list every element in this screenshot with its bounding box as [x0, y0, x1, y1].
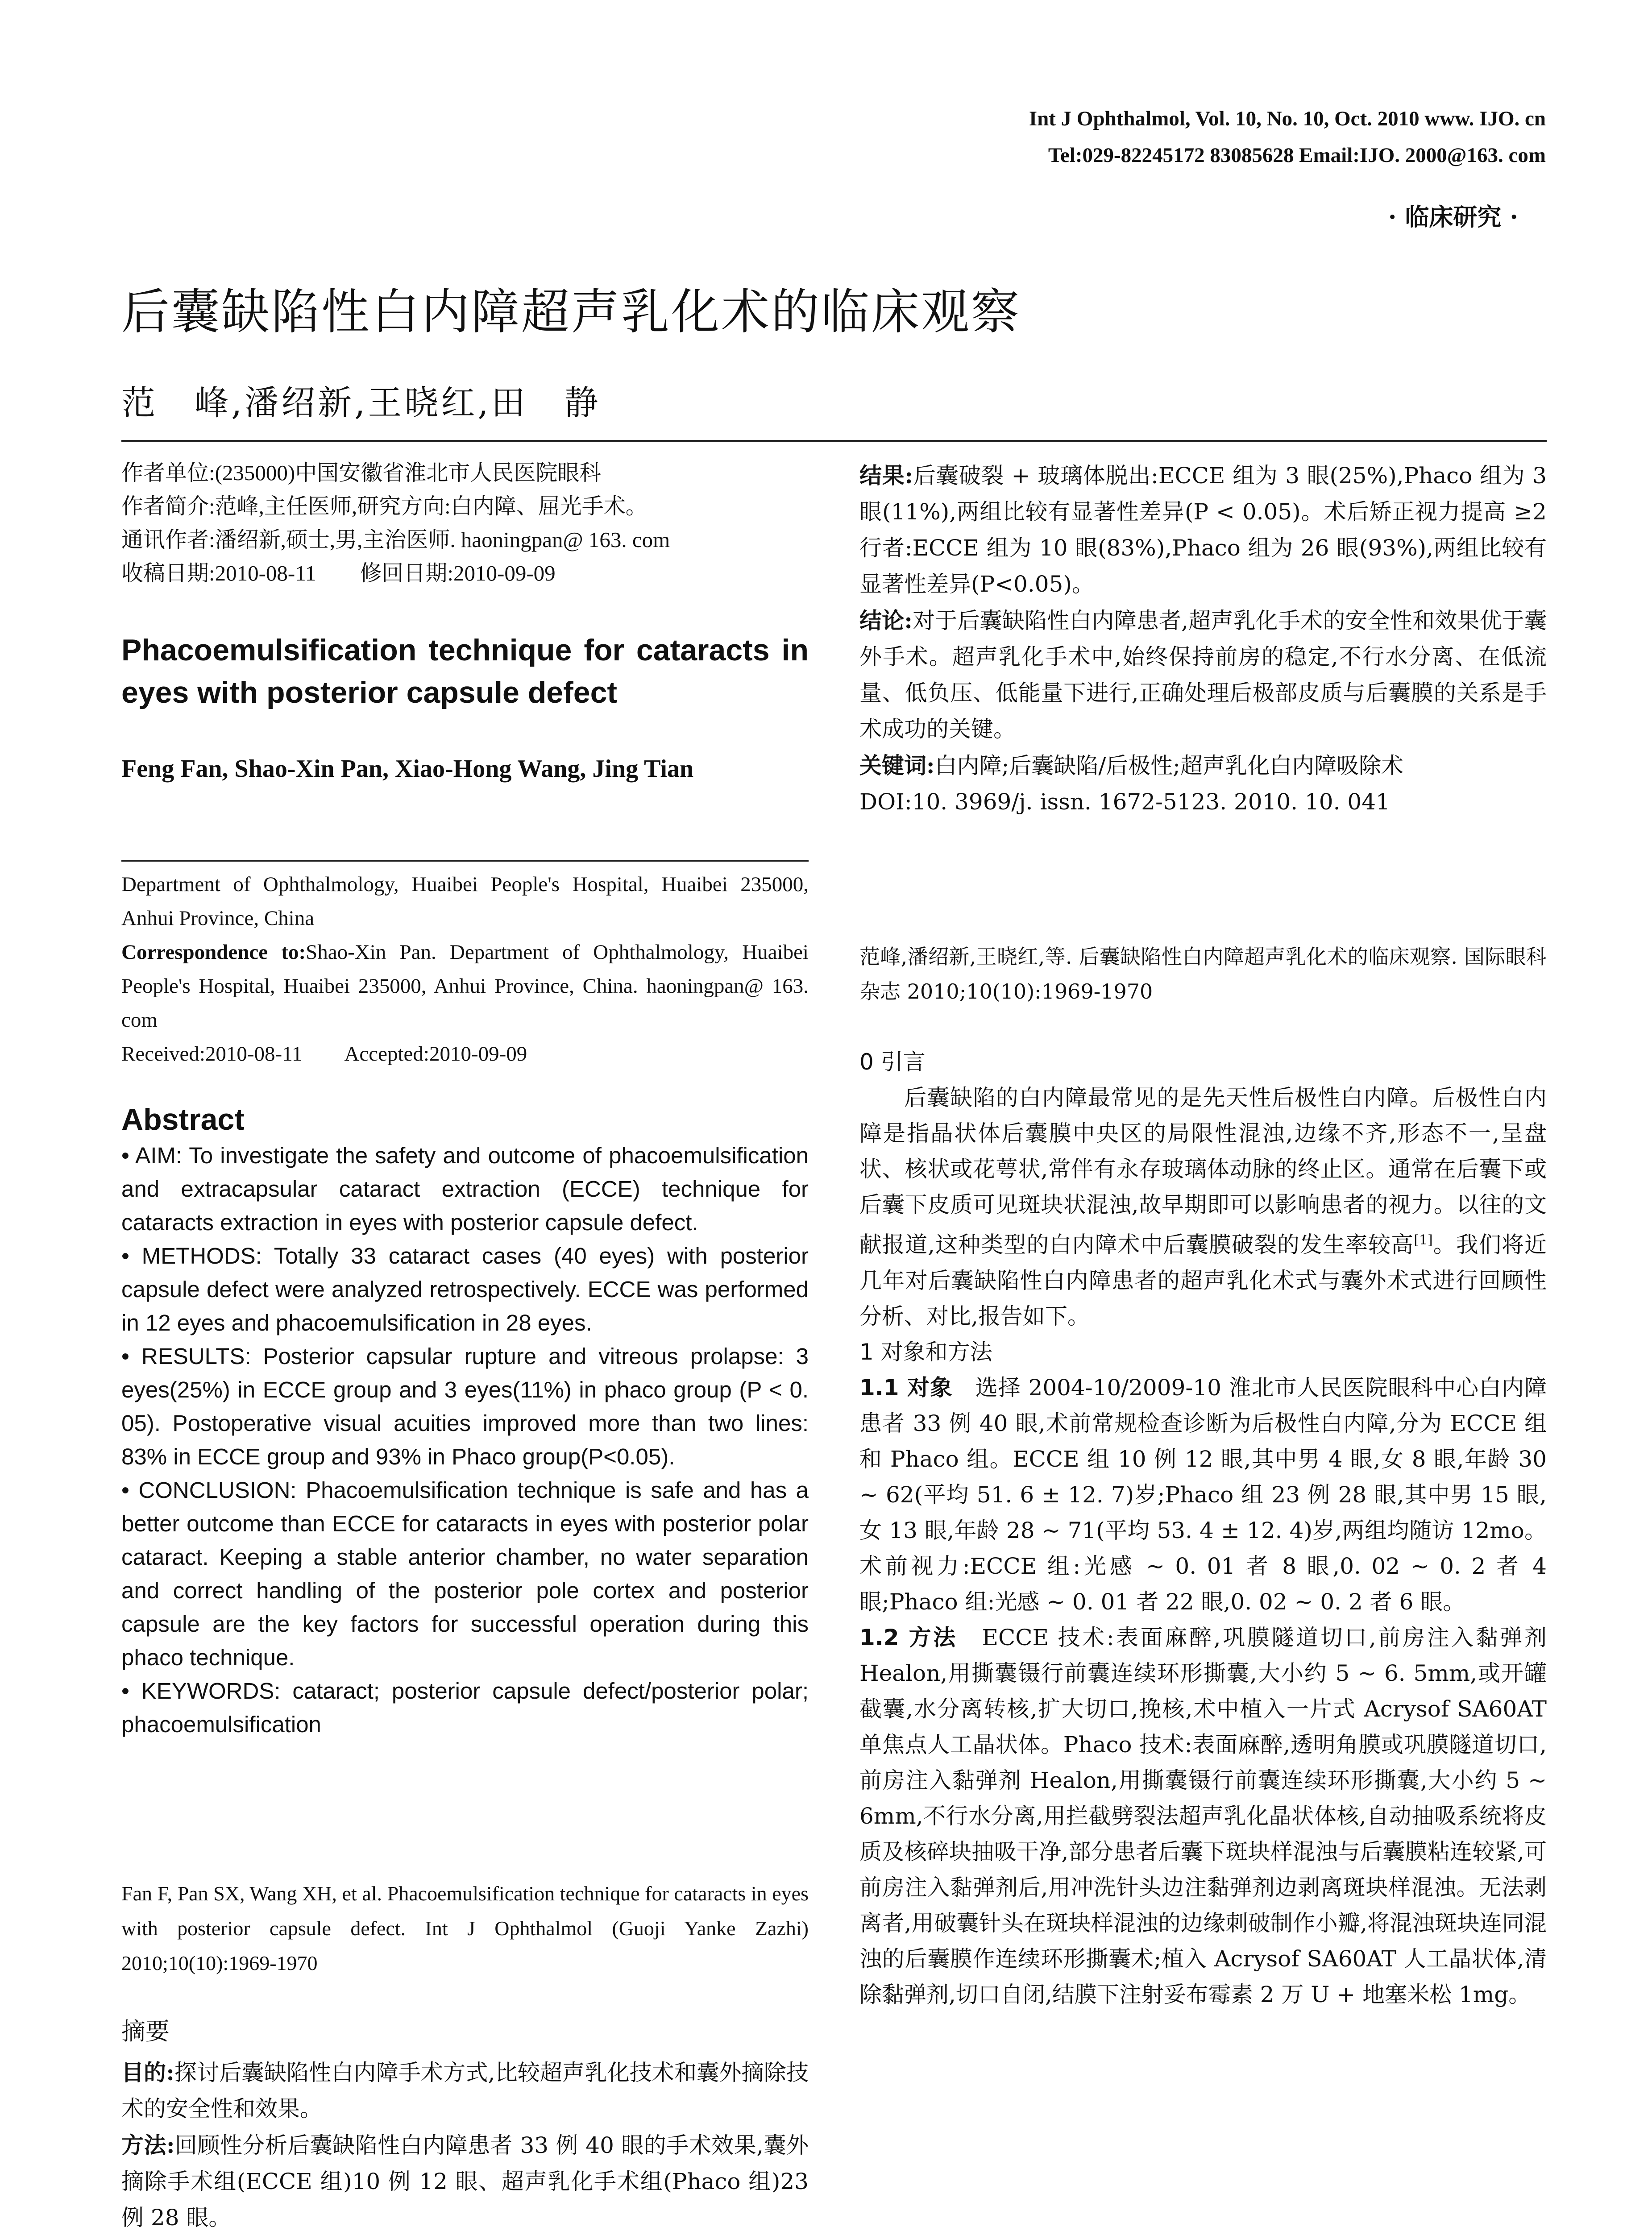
zy-aim [121, 2054, 809, 2127]
section12-paragraph [859, 1620, 1547, 2012]
intro-text: 后囊缺陷的白内障最常见的是先天性后极性白内障。后极性白内障是指晶状体后囊膜中央区的局限性混浊,边缘不齐,形态不一,呈盘状、核状或花萼状,常伴有永存玻璃体动脉的终止区。通常在后囊下或后囊下皮质可见斑块状混浊,故早期即可以影响患者的视力。以往的文献报道,这种类型的白内障术中后囊膜破裂的发生率较高 [859, 1085, 1547, 1258]
zy-methods-text: 回顾性分析后囊缺陷性白内障患者 33 例 40 眼的手术效果,囊外摘除手术组(ECCE 组)10 例 12 眼、超声乳化手术组(Phaco 组)23 例 28 眼。 [121, 2132, 809, 2231]
results-text: Posterior capsular rupture and vitreous prolapse: 3 eyes(25%) in ECCE group and 3 eyes(11%) in phaco group (P < 0. 05). Postoperative visual acuities improved more than two lines: 83% in ECCE group and 93% in Phaco group(P<0.05). [121, 1344, 809, 1469]
zy-aim-label: 目的: [121, 2059, 174, 2086]
section1-heading: 1 对象和方法 [859, 1339, 992, 1365]
title-divider [121, 440, 1547, 442]
page-title: 后囊缺陷性白内障超声乳化术的临床观察 [121, 284, 1021, 340]
chinese-abstract-left [121, 2054, 809, 2231]
abstract-methods [121, 1239, 809, 1339]
english-affiliation [121, 867, 809, 1071]
intro-reference[interactable]: [1] [1414, 1232, 1433, 1248]
correspondence [121, 935, 809, 1037]
results-label: • RESULTS: [121, 1344, 251, 1369]
section-label: · 临床研究 · [1388, 203, 1518, 231]
chinese-abstract-right [859, 457, 1547, 820]
correspondence-text: Shao-Xin Pan. Department of Ophthalmology, Huaibei People's Hospital, Huaibei 235000, Anhui Province, China. haoningpan@ 163. com [121, 941, 809, 1032]
intro-text-end: 。我们将近几年对后囊缺陷性白内障患者的超声乳化术式与囊外术式进行回顾性分析、对比,报告如下。 [859, 1232, 1547, 1329]
intro-paragraph [859, 1080, 1547, 1334]
zy-methods-label: 方法: [121, 2132, 175, 2158]
conclusion-text: Phacoemulsification technique is safe and has a better outcome than ECCE for cataracts in eyes with posterior polar cataract. Keeping a stable anterior chamber, no water separation and correct handling of the posterior pole cortex and posterior capsule are the key factors for successful operation during this phaco technique. [121, 1477, 809, 1670]
journal-header-line1: Int J Ophthalmol, Vol. 10, No. 10, Oct. 2010 www. IJO. cn [1029, 107, 1546, 130]
correspondence-label: Correspondence to: [121, 941, 306, 964]
zy-keywords-text: 白内障;后囊缺陷/后极性;超声乳化白内障吸除术 [934, 753, 1404, 779]
conclusion-label: • CONCLUSION: [121, 1477, 297, 1503]
zy-conclusion [859, 602, 1547, 747]
received-dates: Received:2010-08-11 Accepted:2010-09-09 [121, 1042, 527, 1066]
intro-heading: 0 引言 [859, 1049, 926, 1075]
aim-text: To investigate the safety and outcome of phacoemulsification and extracapsular cataract extraction (ECCE) technique for cataracts extraction in eyes with posterior capsule defect. [121, 1143, 809, 1235]
zy-conclusion-text: 对于后囊缺陷性白内障患者,超声乳化手术的安全性和效果优于囊外手术。超声乳化手术中,始终保持前房的稳定,不行水分离、在低流量、低负压、低能量下进行,正确处理后极部皮质与后囊膜的关系是手术成功的关键。 [859, 608, 1547, 742]
aim-label: • AIM: [121, 1143, 183, 1168]
doi: DOI:10. 3969/j. issn. 1672-5123. 2010. 10. 041 [859, 789, 1390, 815]
author-info-line: 作者简介:范峰,主任医师,研究方向:白内障、屈光手术。 [121, 494, 648, 518]
zy-aim-text: 探讨后囊缺陷性白内障手术方式,比较超声乳化技术和囊外摘除技术的安全性和效果。 [121, 2060, 809, 2122]
abstract-results [121, 1339, 809, 1473]
zy-results-label: 结果: [859, 462, 913, 489]
methods-text: Totally 33 cataract cases (40 eyes) with posterior capsule defect were analyzed retrospectively. ECCE was performed in 12 eyes and phacoemulsification in 28 eyes. [121, 1243, 809, 1335]
zy-conclusion-label: 结论: [859, 607, 913, 634]
section11-text: 选择 2004-10/2009-10 淮北市人民医院眼科中心白内障患者 33 例 40 眼,术前常规检查诊断为后极性白内障,分为 ECCE 组和 Phaco 组。ECCE 组 10 例 12 眼,其中男 4 眼,女 8 眼,年龄 30 ~ 62(平均 51. 6 ± 12. 7)岁;Phaco 组 23 例 28 眼,其中男 15 眼,女 13 眼,年龄 28 ~ 71(平均 53. 4 ± 12. 4)岁,两组均随访 12mo。术前视力:ECCE 组:光感 ~ 0. 01 者 8 眼,0. 02 ~ 0. 2 者 4 眼;Phaco 组:光感 ~ 0. 01 者 22 眼,0. 02 ~ 0. 2 者 6 眼。 [859, 1374, 1547, 1615]
author-info-line: 收稿日期:2010-08-11 修回日期:2010-09-09 [121, 561, 556, 585]
english-authors: Feng Fan, Shao-Xin Pan, Xiao-Hong Wang, Jing Tian [121, 755, 694, 783]
zy-keywords-label: 关键词: [859, 752, 935, 779]
abstract-keywords [121, 1674, 809, 1741]
zy-methods [121, 2127, 809, 2231]
author-info [121, 456, 809, 590]
section11-label: 1.1 对象 [859, 1374, 953, 1401]
section12-text: ECCE 技术:表面麻醉,巩膜隧道切口,前房注入黏弹剂 Healon,用撕囊镊行前囊连续环形撕囊,大小约 5 ~ 6. 5mm,或开罐截囊,水分离转核,扩大切口,挽核,术中植入一片式 Acrysof SA60AT 单焦点人工晶状体。Phaco 技术:表面麻醉,透明角膜或巩膜隧道切口,前房注入黏弹剂 Healon,用撕囊镊行前囊连续环形撕囊,大小约 5 ~ 6mm,不行水分离,用拦截劈裂法超声乳化晶状体核,自动抽吸系统将皮质及核碎块抽吸干净,部分患者后囊下斑块样混浊与后囊膜粘连较紧,可前房注入黏弹剂后,用冲洗针头边注黏弹剂边剥离斑块样混浊。无法剥离者,用破囊针头在斑块样混浊的边缘刺破制作小瓣,将混浊斑块连同混浊的后囊膜作连续环形撕囊术;植入 Acrysof SA60AT 人工晶状体,清除黏弹剂,切口自闭,结膜下注射妥布霉素 2 万 U + 地塞米松 1mg。 [859, 1624, 1547, 2007]
zy-results [859, 457, 1547, 602]
dept-text: Department of Ophthalmology, Huaibei People's Hospital, Huaibei 235000, Anhui Province, China [121, 873, 809, 930]
abstract-aim [121, 1139, 809, 1239]
methods-label: • METHODS: [121, 1243, 262, 1269]
abstract-conclusion [121, 1473, 809, 1674]
abstract-body [121, 1139, 809, 1741]
journal-header-line2: Tel:029-82245172 83085628 Email:IJO. 2000@163. com [1048, 144, 1546, 167]
citation-english: Fan F, Pan SX, Wang XH, et al. Phacoemulsification technique for cataracts in eyes with posterior capsule defect. Int J Ophthalmol (Guoji Yanke Zazhi) 2010;10(10):1969-1970 [121, 1882, 809, 1974]
author-info-line: 作者单位:(235000)中国安徽省淮北市人民医院眼科 [121, 460, 602, 485]
zy-results-text: 后囊破裂 + 玻璃体脱出:ECCE 组为 3 眼(25%),Phaco 组为 3 眼(11%),两组比较有显著性差异(P < 0.05)。术后矫正视力提高 ≥2 行者:ECCE 组为 10 眼(83%),Phaco 组为 26 眼(93%),两组比较有显著性差异(P<0.05)。 [859, 463, 1547, 597]
keywords-label: • KEYWORDS: [121, 1678, 281, 1704]
section11-paragraph [859, 1370, 1547, 1620]
zy-keywords [859, 747, 1547, 784]
article-body [859, 1044, 1547, 2012]
section12-label: 1.2 方法 [859, 1624, 958, 1650]
chinese-abstract-heading: 摘要 [121, 2017, 170, 2045]
affiliation-divider [121, 860, 809, 862]
keywords-text: cataract; posterior capsule defect/posterior polar; phacoemulsification [121, 1678, 809, 1737]
english-title: Phacoemulsification technique for cataracts in eyes with posterior capsule defect [121, 633, 809, 709]
abstract-heading: Abstract [121, 1103, 245, 1136]
author-info-line: 通讯作者:潘绍新,硕士,男,主治医师. haoningpan@ 163. com [121, 527, 670, 552]
citation-chinese: 范峰,潘绍新,王晓红,等. 后囊缺陷性白内障超声乳化术的临床观察. 国际眼科杂志 2010;10(10):1969-1970 [859, 945, 1547, 1004]
authors-cn: 范 峰,潘绍新,王晓红,田 静 [121, 383, 601, 423]
